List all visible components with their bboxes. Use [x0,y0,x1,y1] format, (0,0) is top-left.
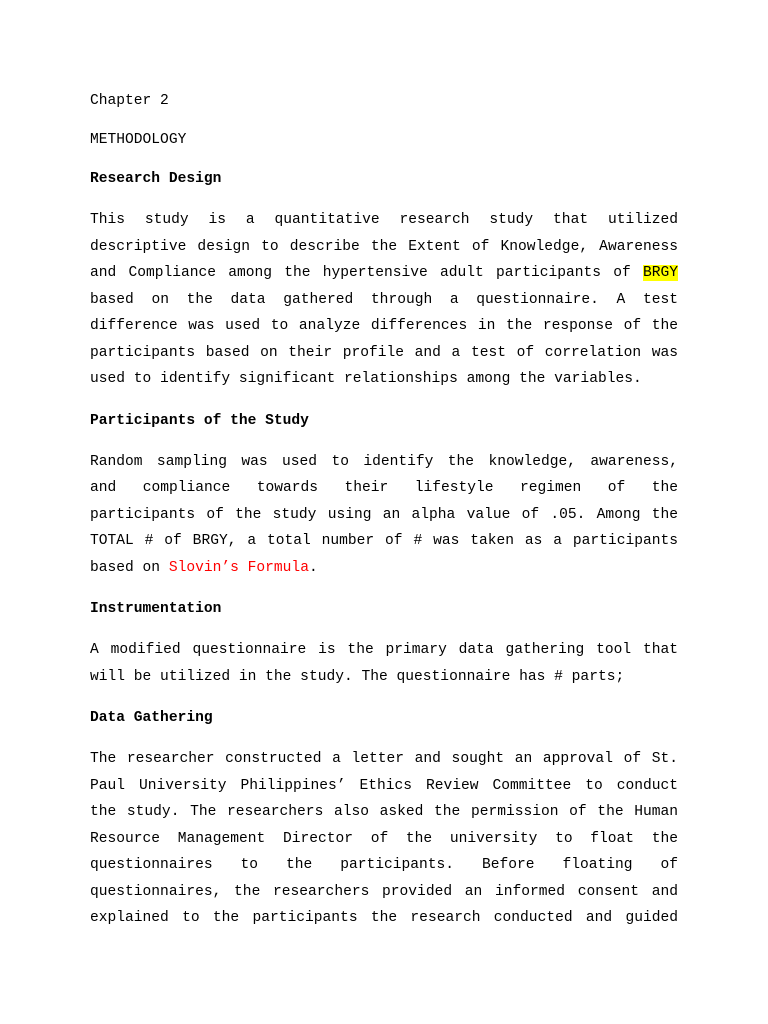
paragraph-line: Resource Management Director of the university to float the [90,830,678,847]
paragraph-participants [90,449,678,582]
paragraph-line: This study is a quantitative research study that utilized [90,212,678,228]
document-page [90,90,678,949]
paragraph-line: questionnaires, the researchers provided an informed consent and [90,883,678,900]
chapter-label: Chapter 2 [90,93,169,109]
paragraph-research-design [90,207,678,393]
heading-instrumentation: Instrumentation [90,601,222,617]
paragraph-instrumentation [90,637,678,690]
paragraph-line [90,260,678,287]
paragraph-data-gathering [90,746,678,932]
paragraph-line: explained to the participants the research conducted and guided [90,910,678,926]
chapter-title: METHODOLOGY [90,132,187,148]
paragraph-line: participants of the study using an alpha value of .05. Among the [90,506,678,523]
paragraph-line: the study. The researchers also asked the permission of the Human [90,804,678,820]
paragraph-text: based on [90,559,161,576]
paragraph-text: . [308,559,318,576]
paragraph-line: TOTAL # of BRGY, a total number of # was taken as a participants [90,533,678,549]
paragraph-line: used to identify significant relationships among the variables. [90,371,642,387]
paragraph-line: will be utilized in the study. The questionnaire has # parts; [90,668,625,685]
heading-participants: Participants of the Study [90,412,309,429]
paragraph-line: A modified questionnaire is the primary data gathering tool that [90,642,678,658]
paragraph-line: Random sampling was used to identify the knowledge, awareness, [90,453,678,470]
paragraph-line: Paul University Philippines’ Ethics Review Committee to conduct [90,777,678,794]
paragraph-line: based on the data gathered through a questionnaire. A test [90,291,678,308]
highlighted-brgy: BRGY [642,265,678,281]
paragraph-line: descriptive design to describe the Extent of Knowledge, Awareness [90,238,678,255]
paragraph-text: and Compliance among the hypertensive adult participants of [90,265,631,281]
slovins-formula-link[interactable]: Slovin’s Formula [168,559,309,576]
paragraph-line: difference was used to analyze differences in the response of the [90,318,678,334]
paragraph-line: questionnaires to the participants. Before floating of [90,857,678,873]
heading-research-design: Research Design [90,171,222,187]
paragraph-line [90,555,678,582]
paragraph-line: and compliance towards their lifestyle regimen of the [90,480,678,496]
paragraph-line: The researcher constructed a letter and sought an approval of St. [90,751,678,767]
paragraph-line: participants based on their profile and a test of correlation was [90,344,678,361]
heading-data-gathering: Data Gathering [90,710,213,726]
